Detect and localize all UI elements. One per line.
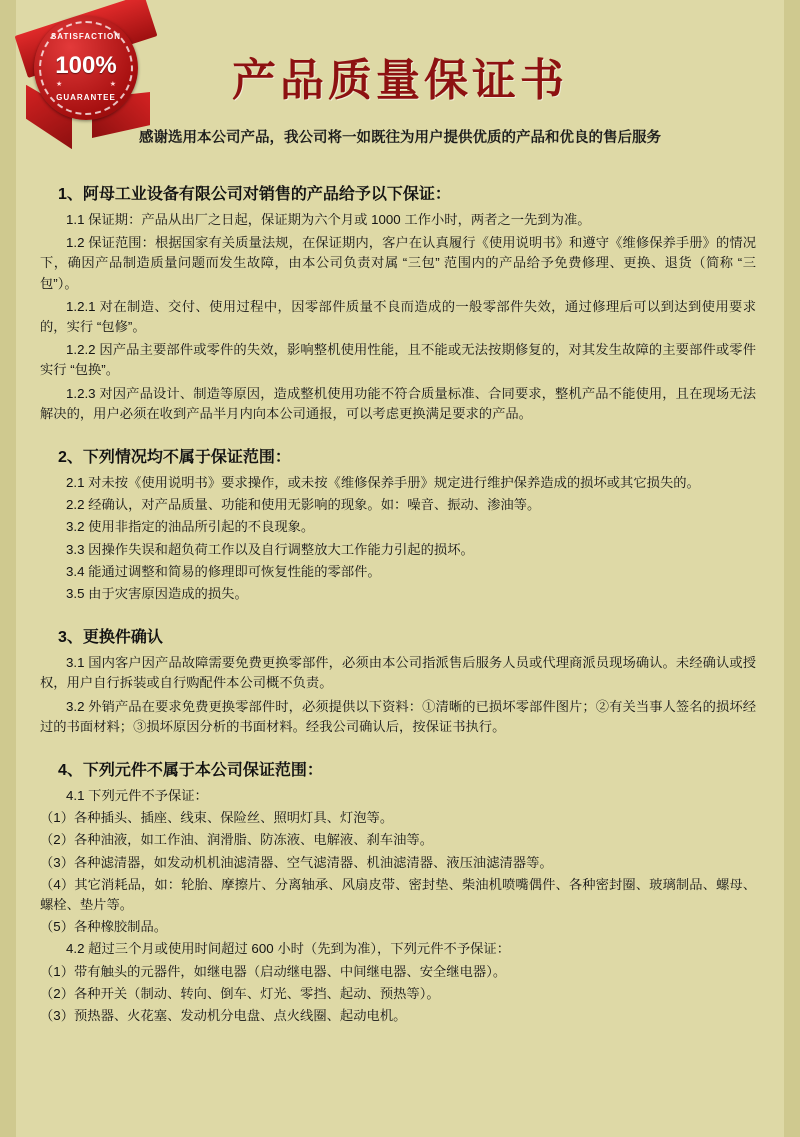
section-heading-2: 2、下列情况均不属于保证范围： (58, 449, 291, 467)
section-1-paragraph-4: 1.2.2 因产品主要部件或零件的失效，影响整机使用性能，且不能或无法按期修复的，对其发生故障的主要部件或零件实行 “包换”。 (40, 342, 756, 378)
section-2-paragraph-5: 3.4 能通过调整和简易的修理即可恢复性能的零部件。 (66, 563, 381, 579)
star-right-icon: ★ (109, 81, 116, 88)
section-4-paragraph-8: （1）带有触头的元器件，如继电器（启动继电器、中间继电器、安全继电器）。 (40, 963, 507, 979)
badge-seal-icon (34, 16, 138, 120)
section-4-paragraph-9: （2）各种开关（制动、转向、倒车、灯光、零挡、起动、预热等）。 (40, 985, 440, 1001)
section-heading-1: 1、阿母工业设备有限公司对销售的产品给予以下保证： (58, 186, 451, 203)
page-subtitle: 感谢选用本公司产品，我公司将一如既往为用户提供优质的产品和优良的售后服务 (139, 130, 661, 146)
section-2-paragraph-6: 3.5 由于灾害原因造成的损失。 (66, 586, 248, 602)
section-4-paragraph-10: （3）预热器、火花塞、发动机分电盘、点火线圈、起动电机。 (40, 1008, 407, 1024)
section-4-paragraph-1: 4.1 下列元件不予保证： (66, 788, 208, 804)
star-left-icon: ★ (56, 81, 63, 88)
section-1-paragraph-3: 1.2.1 对在制造、交付、使用过程中，因零部件质量不良而造成的一般零部件失效，通过修理后可以到达到使用要求的，实行 “包修”。 (40, 298, 756, 335)
section-3-paragraph-1: 3.1 国内客户因产品故障需要免费更换零部件，必须由本公司指派售后服务人员或代理商派员现场确认。未经确认或授权，用户自行拆装或自行购配件本公司概不负责。 (40, 655, 756, 691)
satisfaction-guarantee-badge (18, 8, 158, 138)
section-2-paragraph-1: 2.1 对未按《使用说明书》要求操作，或未按《维修保养手册》规定进行维护保养造成的损坏或其它损失的。 (66, 475, 700, 491)
section-2-paragraph-2: 2.2 经确认，对产品质量、功能和使用无影响的现象。如：噪音、振动、渗油等。 (66, 497, 541, 513)
document-body (0, 147, 800, 1026)
badge-bottom-text: GUARANTEE (56, 93, 116, 102)
section-2-paragraph-3: 3.2 使用非指定的油品所引起的不良现象。 (66, 519, 315, 535)
section-4-paragraph-2: （1）各种插头、插座、线束、保险丝、照明灯具、灯泡等。 (40, 810, 394, 826)
section-2-paragraph-4: 3.3 因操作失误和超负荷工作以及自行调整放大工作能力引起的损坏。 (66, 541, 474, 557)
section-1-paragraph-5: 1.2.3 对因产品设计、制造等原因，造成整机使用功能不符合质量标准、合同要求，整机产品不能使用，且在现场无法解决的，用户必须在收到产品半月内向本公司通报，可以考虑更换满足要求的产品。 (40, 385, 756, 421)
section-3-paragraph-2: 3.2 外销产品在要求免费更换零部件时，必须提供以下资料：①清晰的已损坏零部件图片；②有关当事人签名的损坏经过的书面材料；③损坏原因分析的书面材料。经我公司确认后，按保证书执行。 (40, 698, 756, 734)
section-heading-3: 3、更换件确认 (58, 629, 163, 647)
section-4-paragraph-7: 4.2 超过三个月或使用时间超过 600 小时（先到为准），下列元件不予保证： (66, 941, 511, 957)
section-1-paragraph-1: 1.1 保证期：产品从出厂之日起，保证期为六个月或 1000 工作小时，两者之一先到为准。 (66, 212, 591, 227)
section-heading-4: 4、下列元件不属于本公司保证范围： (58, 762, 323, 780)
section-1-paragraph-2: 1.2 保证范围：根据国家有关质量法规，在保证期内，客户在认真履行《使用说明书》和遵守《维修保养手册》的情况下，确因产品制造质量问题而发生故障，由本公司负责对属 “三包” 范围内的产品给予免费修理、更换、退货（简称 “三包”）。 (40, 235, 756, 291)
section-4-paragraph-3: （2）各种油液，如工作油、润滑脂、防冻液、电解液、刹车油等。 (40, 832, 434, 848)
section-4-paragraph-5: （4）其它消耗品，如：轮胎、摩擦片、分离轴承、风扇皮带、密封垫、柴油机喷嘴偶件、各种密封圈、玻璃制品、螺母、螺栓、垫片等。 (40, 876, 756, 913)
badge-percent-text: 100% (55, 52, 117, 79)
section-4-paragraph-4: （3）各种滤清器，如发动机机油滤清器、空气滤清器、机油滤清器、液压油滤清器等。 (40, 854, 553, 870)
section-4-paragraph-6: （5）各种橡胶制品。 (40, 919, 168, 935)
page-title: 产品质量保证书 (232, 56, 568, 105)
badge-top-text: SATISFACTION (50, 32, 122, 41)
